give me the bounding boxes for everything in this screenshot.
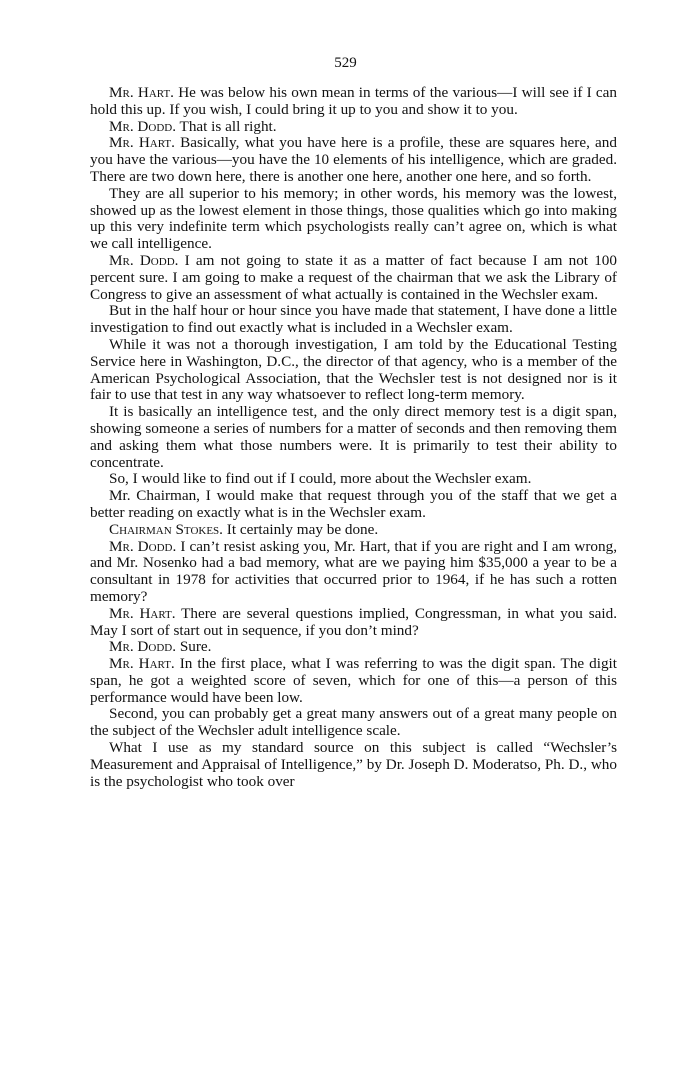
speaker-name: Mr. Dodd. (109, 638, 177, 656)
paragraph-text: What I use as my standard source on this subject is called “Wechsler’s Measurement and Appraisal of Intelligence,” by Dr. Joseph D. Moderatso, Ph. D., who is the psychologist who took over (90, 739, 617, 790)
paragraph-text: Second, you can probably get a great many answers out of a great many people on the subject of the Wechsler adult intelligence scale. (90, 705, 617, 740)
paragraph (90, 656, 617, 706)
paragraph (90, 639, 617, 656)
paragraph-text: I am not going to state it as a matter of fact because I am not 100 percent sure. I am going to make a request of the chairman that we ask the Library of Congress to give an assessment of what actually is contained in the Wechsler exam. (90, 251, 617, 303)
paragraph-text: They are all superior to his memory; in other words, his memory was the lowest, showed up as the lowest element in those things, those qualities which go into making up this very indefinite term which psychologists really can’t agree on, which is what we call intelligence. (90, 184, 617, 253)
paragraph (90, 539, 617, 606)
paragraph-text: That is all right. (176, 117, 277, 135)
paragraph-text: So, I would like to find out if I could, more about the Wechsler exam. (109, 470, 532, 488)
speaker-name: Mr. Hart. (109, 134, 175, 152)
speaker-name: Chairman Stokes. (109, 520, 223, 538)
speaker-name: Mr. Hart. (109, 604, 176, 622)
paragraph (90, 119, 617, 136)
paragraph (90, 606, 617, 640)
paragraph (90, 85, 617, 119)
speaker-name: Mr. Hart. (109, 655, 175, 673)
paragraph (90, 522, 617, 539)
paragraph-text: But in the half hour or hour since you have made that statement, I have done a little investigation to find out exactly what is included in a Wechsler exam. (90, 302, 617, 337)
paragraph-text: It certainly may be done. (222, 520, 379, 538)
paragraph-text: He was below his own mean in terms of the various—I will see if I can hold this up. If you wish, I could bring it up to you and show it to you. (90, 84, 618, 118)
paragraph (90, 471, 617, 488)
speaker-name: Mr. Dodd. (109, 117, 177, 135)
paragraph (90, 135, 617, 185)
paragraph-text: It is basically an intelligence test, and the only direct memory test is a digit span, showing someone a series of numbers for a matter of seconds and then removing them and asking them what those numbers were. It is primarily to test their ability to concentrate. (90, 403, 617, 471)
paragraph (90, 488, 617, 522)
paragraph (90, 186, 617, 253)
paragraph-text: While it was not a thorough investigation, I am told by the Educational Testing Service here in Washington, D.C., the director of that agency, who is a member of the American Psychological Association, that the Wechsler test is not designed nor is it fair to use that test in any way whatsoever to reflect long-term memory. (90, 335, 617, 404)
paragraph-text: Sure. (176, 638, 212, 656)
page-number: 529 (334, 55, 357, 71)
speaker-name: Mr. Dodd. (109, 251, 179, 269)
paragraph (90, 706, 617, 740)
paragraph (90, 404, 617, 471)
testimony-text (90, 85, 617, 790)
speaker-name: Mr. Hart. (109, 84, 174, 101)
paragraph-text: Basically, what you have here is a profile, these are squares here, and you have the various—you have the 10 elements of his intelligence, which are graded. There are two down here, there is another one here, another one here, and so forth. (90, 134, 617, 185)
paragraph (90, 740, 617, 790)
paragraph (90, 303, 617, 337)
paragraph-text: I can’t resist asking you, Mr. Hart, that if you are right and I am wrong, and Mr. Nosenko had a bad memory, what are we paying him $35,000 a year to be a consultant in 1978 for activities that occurred prior to 1964, if he has such a rotten memory? (90, 537, 618, 605)
paragraph-text: In the first place, what I was referring to was the digit span. The digit span, he got a weighted score of seven, which for one of this—a person of this performance would have been low. (90, 655, 617, 706)
paragraph-text: There are several questions implied, Congressman, in what you said. May I sort of start out in sequence, if you don’t mind? (90, 604, 617, 639)
paragraph (90, 253, 617, 303)
speaker-name: Mr. Dodd. (109, 537, 177, 555)
paragraph (90, 337, 617, 404)
paragraph-text: Mr. Chairman, I would make that request through you of the staff that we get a better reading on exactly what is in the Wechsler exam. (90, 487, 617, 521)
